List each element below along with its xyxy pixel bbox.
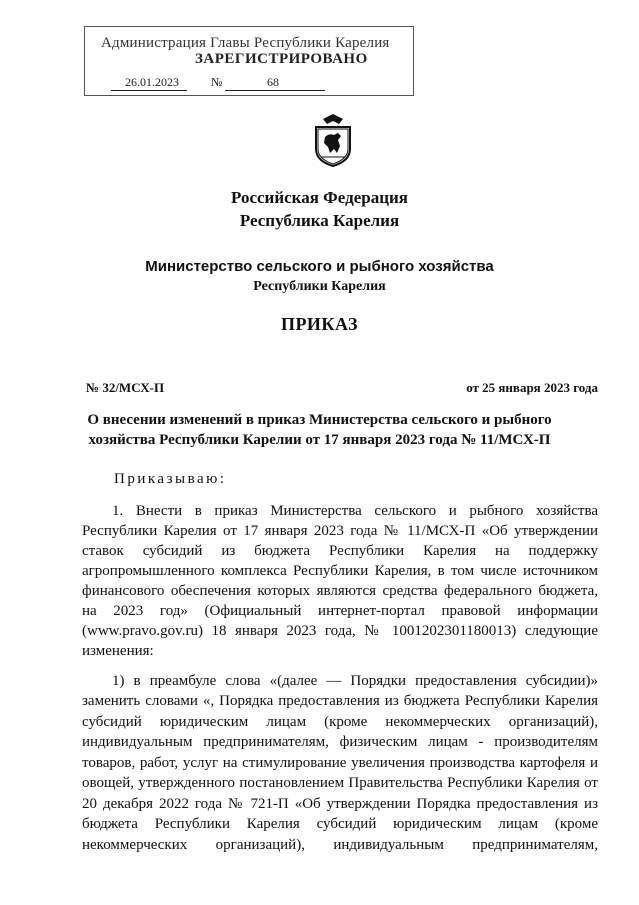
paragraph-line: Республики Карелия от 17 января 2023 года № 11/МСХ-П «Об утверждении <box>82 523 598 539</box>
paragraph-line: (www.pravo.gov.ru) 18 января 2023 года, № 1001202301180013) следующие <box>82 623 598 639</box>
stamp-registered: ЗАРЕГИСТРИРОВАНО <box>195 51 368 67</box>
paragraph-line: товаров, работ, услуг на стимулирование увеличения производства картофеля и <box>82 755 598 771</box>
document-title-line-1: О внесении изменений в приказ Министерства сельского и рыбного <box>87 412 552 428</box>
ministry-region: Республики Карелия <box>253 279 386 294</box>
paragraph-line: 20 декабря 2022 года № 721-П «Об утверждении Порядка предоставления из <box>82 796 598 812</box>
republic-name: Республика Карелия <box>239 211 400 230</box>
paragraph-line: овощей, утвержденного постановлением Правительства Республики Карелия от <box>82 775 598 791</box>
order-date: от 25 января 2023 года <box>466 380 598 395</box>
paragraph-line: 1. Внести в приказ Министерства сельского и рыбного хозяйства <box>112 503 598 519</box>
country-name: Российская Федерация <box>231 188 408 207</box>
paragraph-line: заменить словами «, Порядка предоставления из бюджета Республики Карелия <box>82 693 598 709</box>
document-type: ПРИКАЗ <box>280 314 359 334</box>
ministry-name: Министерство сельского и рыбного хозяйства <box>145 258 494 275</box>
stamp-date: 26.01.2023 <box>111 75 187 91</box>
stamp-authority: Администрация Главы Республики Карелия <box>101 35 390 51</box>
order-word: Приказываю: <box>114 471 227 487</box>
paragraph-line: индивидуальным предпринимателям, физическим лицам - производителям <box>82 734 598 750</box>
stamp-number: 68 <box>225 75 325 91</box>
karelia-coat-of-arms-icon <box>312 113 354 167</box>
paragraph-line: изменения: <box>82 643 154 659</box>
registration-stamp <box>84 26 414 96</box>
paragraph-line: 1) в преамбуле слова «(далее — Порядки предоставления субсидии)» <box>112 673 598 689</box>
paragraph-line: на 2023 год» (Официальный интернет-портал правовой информации <box>82 603 598 619</box>
order-number: № 32/МСХ-П <box>86 380 165 395</box>
paragraph-line: агропромышленного комплекса Республики Карелия, в том числе источником <box>82 563 598 579</box>
paragraph-line: ставок субсидий из бюджета Республики Карелия на поддержку <box>82 543 598 559</box>
paragraph-line: субсидий юридическим лицам (кроме некоммерческих организаций), <box>82 714 598 730</box>
document-title-line-2: хозяйства Республики Карелии от 17 января 2023 года № 11/МСХ-П <box>88 432 551 448</box>
stamp-number-label: № <box>211 75 223 89</box>
paragraph-line: некоммерческих организаций), индивидуальным предпринимателям, <box>82 837 598 853</box>
paragraph-line: бюджета Республики Карелия субсидий юридическим лицам (кроме <box>82 816 598 832</box>
paragraph-line: финансового обеспечения которых являются средства федерального бюджета, <box>82 583 598 599</box>
